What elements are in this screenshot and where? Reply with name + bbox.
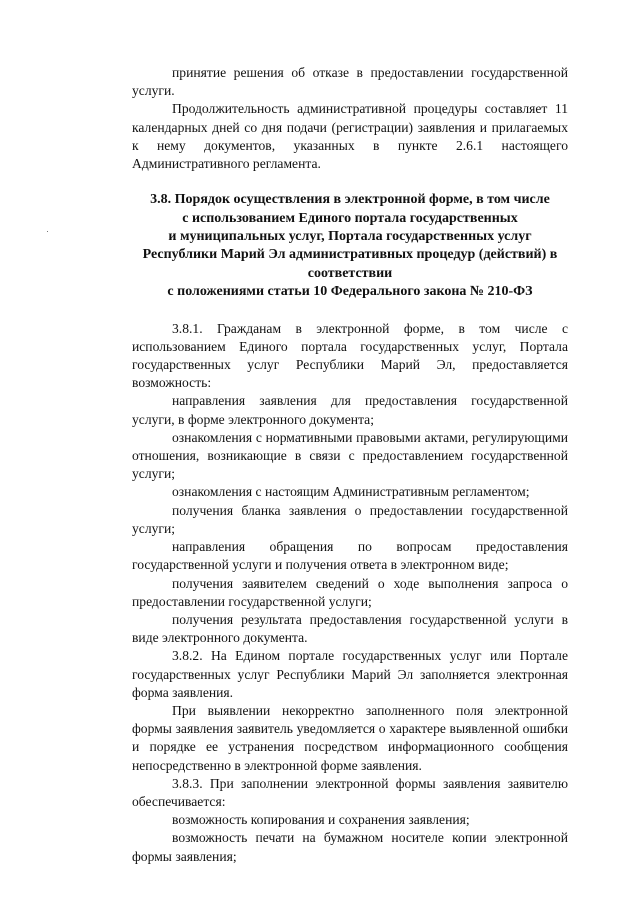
paragraph-3-8-2: 3.8.2. На Едином портале государственных услуг или Портале государственных услуг Республики Марий Эл заполняется электронная форма заявления. [132,648,568,700]
paragraph-error-notification: При выявлении некорректно заполненного поля электронной формы заявления заявитель уведомляется о характере выявленной ошибки и порядке ее устранения посредством информационного сообщения непосредственно в электронной форме заявления. [132,702,568,773]
paragraph-refusal-decision: принятие решения об отказе в предоставлении государственной услуги. [132,65,568,99]
list-item-read-legal-acts: ознакомления с нормативными правовыми актами, регулирующими отношения, возникающие в связи с предоставлением государственной услуги; [132,429,568,482]
paragraph-procedure-duration: Продолжительность административной процедуры составляет 11 календарных дней со дня подачи (регистрации) заявления и прилагаемых к нему документов, указанных в пункте 2.6.1 настоящего Административного регламента. [132,101,568,172]
list-item-request-status: получения заявителем сведений о ходе выполнения запроса о предоставлении государственной услуги; [132,575,568,609]
heading-line: Республики Марий Эл административных процедур (действий) в [142,247,558,263]
list-item-copy-save: возможность копирования и сохранения заявления; [172,812,470,828]
list-item-get-result: получения результата предоставления государственной услуги в виде электронного документа. [132,611,568,646]
list-item-send-application: направления заявления для предоставления государственной услуги, в форме электронного документа; [132,393,568,427]
heading-line: с использованием Единого портала государственных [182,210,518,226]
list-item-send-appeal: направления обращения по вопросам предоставления государственной услуги и получения ответа в электронном виде; [132,539,568,573]
document-page [132,64,568,866]
heading-line: 3.8. Порядок осуществления в электронной форме, в том числе [150,192,550,208]
section-heading-3-8 [132,191,568,301]
heading-line: с положениями статьи 10 Федерального закона № 210-ФЗ [167,284,533,300]
margin-mark [47,231,48,232]
heading-line: соответствии [307,265,393,281]
list-item-print-copy: возможность печати на бумажном носителе копии электронной формы заявления; [132,830,568,864]
list-item-read-regulation: ознакомления с настоящим Административным регламентом; [172,484,530,500]
paragraph-3-8-1: 3.8.1. Гражданам в электронной форме, в том числе с использованием Единого портала государственных услуг, Портала государственных услуг Республики Марий Эл, предоставляется возможность: [132,320,568,391]
paragraph-3-8-3: 3.8.3. При заполнении электронной формы заявления заявителю обеспечивается: [132,775,568,809]
heading-line: и муниципальных услуг, Портала государственных услуг [168,229,532,245]
list-item-get-form: получения бланка заявления о предоставлении государственной услуги; [132,502,568,536]
